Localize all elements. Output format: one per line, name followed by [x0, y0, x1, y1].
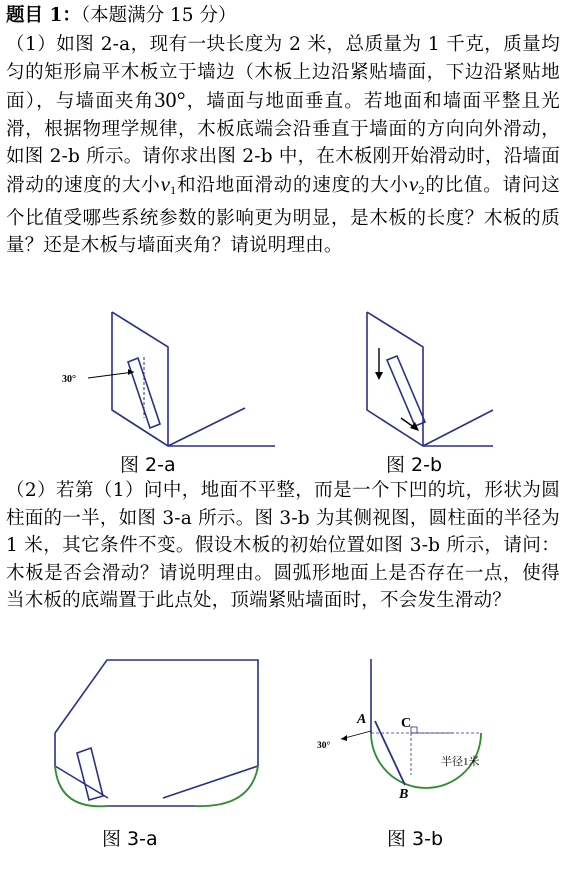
figure-3a-caption: 图 3-a: [102, 828, 158, 850]
figure-3a: [45, 648, 275, 818]
figure-2a-angle: 30°: [62, 374, 76, 385]
problem-score: （本题满分 15 分）: [80, 5, 237, 26]
point-c-label: C: [401, 716, 412, 731]
problem-heading: [6, 2, 236, 29]
figure-2a: [60, 302, 280, 452]
part1-text: （1）如图 2-a，现有一块长度为 2 米，总质量为 1 千克，质量均匀的矩形扁平木板立于墙边（木板上边沿紧贴墙面，下边沿紧贴地面），与墙面夹角30°，墙面与地面垂直。若地面和墙面平整且光滑，根据物理学规律，木板底端会沿垂直于墙面的方向向外滑动，如图 2-b 所示。请你求出图 2-b 中，在木板刚开始滑动时，沿墙面滑动的速度的大小$v_1$和沿地面滑动的速度的大小$v_2$的比值。请问这个比值受哪些系统参数的影响更为明显，是木板的长度？木板的质量？还是木板与墙面夹角？请说明理由。: [6, 34, 560, 257]
velocity-v2: $v_2$: [408, 171, 425, 197]
radius-label: 半径1米: [441, 756, 480, 768]
part2-text: （2）若第（1）问中，地面不平整，而是一个下凹的坑，形状为圆柱面的一半，如图 3-a 所示。图 3-b 为其侧视图，圆柱面的半径为 1 米，其它条件不变。假设木板的初始位置如图 3-b 所示，请问：木板是否会滑动？请说明理由。圆弧形地面上是否存在一点，使得当木板的底端置于此点处，顶端紧贴墙面时，不会发生滑动？: [6, 480, 560, 612]
figure-2a-caption: 图 2-a: [120, 454, 176, 476]
velocity-v1: $v_1$: [160, 171, 177, 197]
figure-3b-caption: 图 3-b: [387, 828, 444, 850]
angle-value: 30°: [154, 87, 186, 113]
figure-3b-angle: 30°: [317, 741, 331, 751]
figure-2b-caption: 图 2-b: [386, 454, 443, 476]
figure-2b: [355, 300, 495, 450]
figure-3b: [313, 657, 513, 807]
point-b-label: B: [399, 787, 409, 802]
point-a-label: A: [357, 712, 367, 727]
problem-title: 题目 1：: [6, 5, 81, 26]
